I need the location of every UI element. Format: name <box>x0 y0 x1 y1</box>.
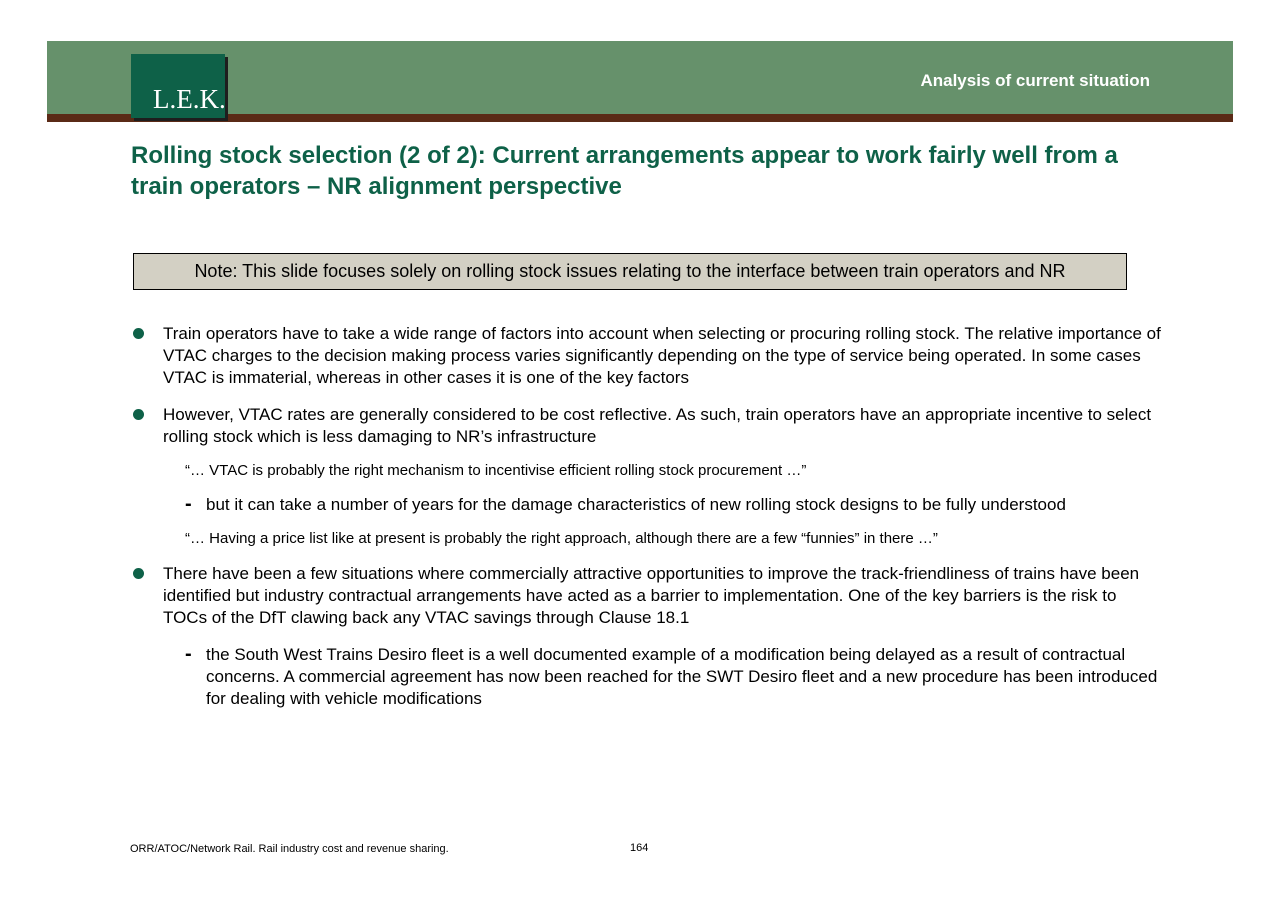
bullet-list <box>131 323 1161 710</box>
bullet-dot-icon <box>133 568 144 579</box>
bullet-item <box>131 323 1161 389</box>
bullet-text: There have been a few situations where commercially attractive opportunities to improve the track-friendliness of trains have been identified but industry contractual arrangements have acted as a barrier to implementation. One of the key barriers is the risk to TOCs of the DfT clawing back any VTAC savings through Clause 18.1 <box>163 564 1140 627</box>
interview-quote: “… Having a price list like at present is probably the right approach, although there are a few “funnies” in there …” <box>185 530 938 547</box>
section-label: Analysis of current situation <box>920 71 1150 90</box>
bullet-item <box>131 404 1161 448</box>
footer-source: ORR/ATOC/Network Rail. Rail industry cost and revenue sharing. <box>130 843 449 855</box>
sub-point <box>131 644 1161 710</box>
page-number: 164 <box>630 842 649 854</box>
dash-icon: - <box>185 643 192 665</box>
sub-point <box>131 494 1161 516</box>
dash-icon: - <box>185 493 192 515</box>
slide-title: Rolling stock selection (2 of 2): Current arrangements appear to work fairly well from a train operators – NR alignment perspective <box>131 142 1118 200</box>
bullet-text: However, VTAC rates are generally considered to be cost reflective. As such, train operators have an appropriate incentive to select rolling stock which is less damaging to NR’s infrastructure <box>163 405 1152 446</box>
bullet-dot-icon <box>133 409 144 420</box>
bullet-dot-icon <box>133 328 144 339</box>
bullet-text: Train operators have to take a wide range of factors into account when selecting or procuring rolling stock. The relative importance of VTAC charges to the decision making process varies significantly depending on the type of service being operated. In some cases VTAC is immaterial, whereas in other cases it is one of the key factors <box>163 324 1161 387</box>
bullet-item <box>131 563 1161 629</box>
lek-logo: L.E.K. <box>131 54 225 118</box>
sub-point-text: but it can take a number of years for the damage characteristics of new rolling stock designs to be fully understood <box>206 495 1066 514</box>
interview-quote: “… VTAC is probably the right mechanism to incentivise efficient rolling stock procurement …” <box>185 462 807 479</box>
sub-point-text: the South West Trains Desiro fleet is a well documented example of a modification being delayed as a result of contractual concerns. A commercial agreement has now been reached for the SWT Desiro fleet and a new procedure has been introduced for dealing with vehicle modifications <box>206 645 1158 708</box>
note-box: Note: This slide focuses solely on rolling stock issues relating to the interface between train operators and NR <box>133 253 1127 290</box>
